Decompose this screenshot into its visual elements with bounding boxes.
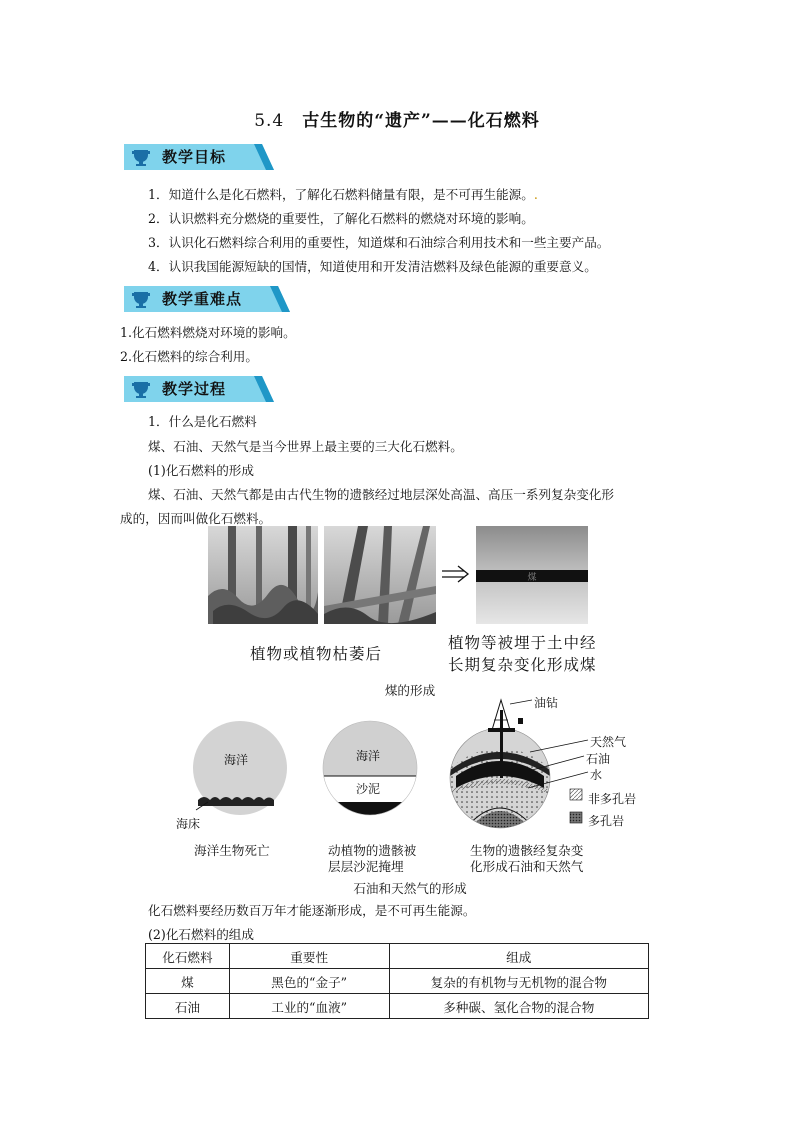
table-row — [146, 969, 649, 994]
table-row — [146, 994, 649, 1019]
title-text: 古生物的“遗产”——化石燃料 — [302, 111, 540, 131]
c2-caption-2: 层层沙泥掩埋 — [328, 859, 404, 874]
porous-label: 多孔岩 — [588, 814, 625, 828]
goal-item: 2．认识燃料充分燃烧的重要性，了解化石燃料的燃烧对环境的影响。 — [148, 211, 534, 226]
section-label: 教学过程 — [162, 380, 227, 398]
c3-caption-2: 化形成石油和天然气 — [470, 859, 584, 874]
coal-right-caption-2: 长期复杂变化形成煤 — [448, 656, 597, 674]
nonporous-swatch — [570, 789, 582, 800]
water-label: 水 — [590, 768, 603, 782]
c2-caption-1: 动植物的遗骸被 — [328, 843, 417, 858]
goal-item: 1．知道什么是化石燃料，了解化石燃料储量有限，是不可再生能源。. — [148, 187, 538, 202]
table-header-cell: 组成 — [389, 944, 648, 969]
goal-item: 4．认识我国能源短缺的国情，知道使用和开发清洁燃料及绿色能源的重要意义。 — [148, 259, 597, 274]
rig-leader — [510, 700, 532, 704]
fossil-fuel-table — [145, 943, 649, 1019]
table-header-row — [146, 944, 649, 969]
seabed-label: 海床 — [176, 817, 201, 831]
process-paragraph: 化石燃料要经历数百万年才能逐渐形成，是不可再生能源。 — [148, 903, 476, 918]
reservoir-circle — [450, 700, 550, 828]
coal-left-caption: 植物或植物枯萎后 — [250, 645, 383, 663]
table-cell: 多种碳、氢化合物的混合物 — [389, 994, 648, 1019]
coal-right-caption-1: 植物等被埋于土中经 — [448, 634, 597, 652]
sand-mud-label: 沙泥 — [356, 782, 381, 796]
table-cell: 复杂的有机物与无机物的混合物 — [389, 969, 648, 994]
ocean-label: 海洋 — [224, 753, 249, 767]
nonporous-label: 非多孔岩 — [588, 792, 637, 806]
process-paragraph: 煤、石油、天然气都是由古代生物的遗骸经过地层深处高温、高压一系列复杂变化形 — [148, 487, 614, 502]
section-label: 教学目标 — [162, 148, 227, 166]
table-cell: 石油 — [146, 994, 230, 1019]
gas-label: 天然气 — [590, 735, 627, 749]
forest-image-1 — [208, 526, 318, 624]
oil-label: 石油 — [586, 752, 611, 766]
table-header-cell: 化石燃料 — [146, 944, 230, 969]
c3-caption-1: 生物的遗骸经复杂变 — [470, 843, 584, 858]
process-subheading: (1)化石燃料的形成 — [148, 463, 254, 478]
c1-caption: 海洋生物死亡 — [194, 843, 270, 858]
process-subheading: (2)化石燃料的组成 — [148, 927, 254, 942]
table-cell: 工业的“血液” — [229, 994, 389, 1019]
process-paragraph: 煤、石油、天然气是当今世界上最主要的三大化石燃料。 — [148, 439, 463, 454]
table-cell: 煤 — [146, 969, 230, 994]
ocean-label-2: 海洋 — [356, 749, 381, 763]
key-item: 1.化石燃料燃烧对环境的影响。 — [120, 325, 296, 340]
rig-label: 油钻 — [534, 696, 559, 710]
coal-figure-caption: 煤的形成 — [384, 683, 436, 698]
seam-label: 煤 — [527, 573, 537, 583]
coal-formation-figure — [208, 526, 590, 626]
table-header-cell: 重要性 — [229, 944, 389, 969]
porous-swatch — [570, 812, 582, 823]
section-label: 教学重难点 — [162, 290, 243, 308]
forest-image-2 — [324, 526, 436, 624]
sediment-circle — [320, 720, 420, 822]
goal-item: 3．认识化石燃料综合利用的重要性，知道煤和石油综合利用技术和一些主要产品。 — [148, 235, 610, 250]
process-paragraph: 成的，因而叫做化石燃料。 — [120, 511, 272, 526]
key-item: 2.化石燃料的综合利用。 — [120, 349, 258, 364]
double-arrow-icon — [442, 566, 468, 582]
oil-figure-caption: 石油和天然气的形成 — [353, 881, 467, 896]
table-cell: 黑色的“金子” — [229, 969, 389, 994]
process-heading: 1．什么是化石燃料 — [148, 414, 257, 429]
ocean-circle — [193, 721, 287, 815]
section-number: 5.4 — [254, 111, 285, 131]
page-title — [0, 106, 794, 131]
